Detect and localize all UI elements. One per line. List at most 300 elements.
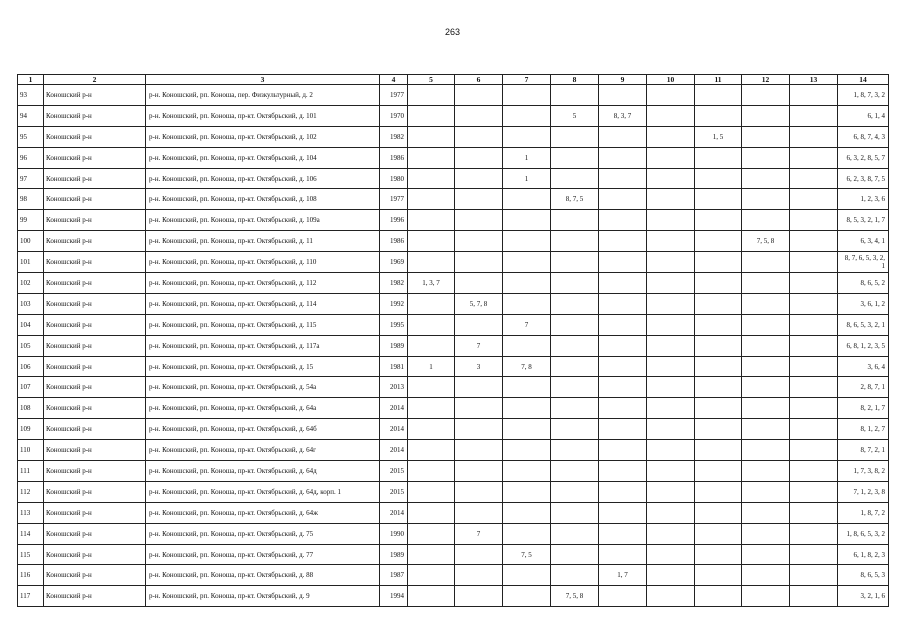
col-12-cell — [742, 356, 790, 377]
table-row — [18, 398, 889, 419]
row-number-cell: 114 — [18, 523, 44, 544]
col-14-cell: 8, 6, 5, 2 — [838, 273, 889, 294]
col-12-cell — [742, 189, 790, 210]
col-7-cell: 7, 5 — [503, 544, 551, 565]
col-13-cell — [790, 586, 838, 607]
district-cell: Коношский р-н — [44, 461, 146, 482]
year-cell: 1980 — [380, 168, 408, 189]
row-number-cell: 109 — [18, 419, 44, 440]
col-12-cell — [742, 126, 790, 147]
col-8-cell — [551, 210, 599, 231]
year-cell: 1970 — [380, 105, 408, 126]
col-13-cell — [790, 356, 838, 377]
col-8-cell — [551, 273, 599, 294]
col-9-cell: 1, 7 — [599, 565, 647, 586]
col-7-cell — [503, 126, 551, 147]
col-13-cell — [790, 105, 838, 126]
col-9-cell — [599, 273, 647, 294]
col-9-cell — [599, 210, 647, 231]
col-6-cell — [455, 314, 503, 335]
col-7-cell — [503, 85, 551, 106]
column-header-4: 4 — [380, 75, 408, 85]
col-5-cell — [408, 231, 455, 252]
col-7-cell — [503, 335, 551, 356]
col-10-cell — [647, 544, 695, 565]
col-11-cell — [695, 523, 742, 544]
column-header-1: 1 — [18, 75, 44, 85]
address-cell: р-н. Коношский, рп. Коноша, пр-кт. Октябрьский, д. 64д, корп. 1 — [146, 481, 380, 502]
col-6-cell — [455, 481, 503, 502]
table-row — [18, 189, 889, 210]
col-13-cell — [790, 273, 838, 294]
col-7-cell — [503, 252, 551, 273]
col-9-cell — [599, 147, 647, 168]
col-14-cell: 6, 3, 4, 1 — [838, 231, 889, 252]
year-cell: 1986 — [380, 231, 408, 252]
col-11-cell — [695, 210, 742, 231]
col-12-cell — [742, 565, 790, 586]
col-9-cell — [599, 544, 647, 565]
col-8-cell — [551, 481, 599, 502]
col-5-cell — [408, 210, 455, 231]
col-14-cell: 1, 7, 3, 8, 2 — [838, 461, 889, 482]
row-number-cell: 100 — [18, 231, 44, 252]
col-14-cell: 6, 8, 1, 2, 3, 5 — [838, 335, 889, 356]
address-cell: р-н. Коношский, рп. Коноша, пр-кт. Октябрьский, д. 75 — [146, 523, 380, 544]
col-11-cell — [695, 565, 742, 586]
district-cell: Коношский р-н — [44, 210, 146, 231]
col-10-cell — [647, 168, 695, 189]
col-6-cell — [455, 105, 503, 126]
district-cell: Коношский р-н — [44, 189, 146, 210]
table-row — [18, 335, 889, 356]
col-14-cell: 6, 1, 4 — [838, 105, 889, 126]
col-12-cell — [742, 85, 790, 106]
district-cell: Коношский р-н — [44, 565, 146, 586]
district-cell: Коношский р-н — [44, 335, 146, 356]
address-cell: р-н. Коношский, рп. Коноша, пр-кт. Октябрьский, д. 64ж — [146, 502, 380, 523]
year-cell: 1992 — [380, 293, 408, 314]
column-header-13: 13 — [790, 75, 838, 85]
col-14-cell: 6, 1, 8, 2, 3 — [838, 544, 889, 565]
table-row — [18, 273, 889, 294]
col-5-cell — [408, 189, 455, 210]
col-8-cell — [551, 419, 599, 440]
district-cell: Коношский р-н — [44, 481, 146, 502]
col-10-cell — [647, 210, 695, 231]
col-6-cell — [455, 85, 503, 106]
col-7-cell — [503, 502, 551, 523]
col-14-cell: 8, 7, 6, 5, 3, 2, 1 — [838, 252, 889, 273]
year-cell: 2015 — [380, 461, 408, 482]
row-number-cell: 101 — [18, 252, 44, 273]
col-5-cell — [408, 252, 455, 273]
col-5-cell — [408, 419, 455, 440]
table-row — [18, 231, 889, 252]
col-9-cell — [599, 293, 647, 314]
col-5-cell — [408, 126, 455, 147]
col-10-cell — [647, 85, 695, 106]
col-13-cell — [790, 210, 838, 231]
table-row — [18, 210, 889, 231]
row-number-cell: 99 — [18, 210, 44, 231]
col-10-cell — [647, 126, 695, 147]
col-13-cell — [790, 419, 838, 440]
col-14-cell: 8, 5, 3, 2, 1, 7 — [838, 210, 889, 231]
address-cell: р-н. Коношский, рп. Коноша, пр-кт. Октябрьский, д. 54а — [146, 377, 380, 398]
address-cell: р-н. Коношский, рп. Коноша, пр-кт. Октябрьский, д. 101 — [146, 105, 380, 126]
table-row — [18, 85, 889, 106]
row-number-cell: 97 — [18, 168, 44, 189]
col-11-cell — [695, 502, 742, 523]
col-5-cell: 1 — [408, 356, 455, 377]
row-number-cell: 108 — [18, 398, 44, 419]
district-cell: Коношский р-н — [44, 356, 146, 377]
address-cell: р-н. Коношский, рп. Коноша, пр-кт. Октябрьский, д. 109а — [146, 210, 380, 231]
col-11-cell — [695, 85, 742, 106]
year-cell: 1981 — [380, 356, 408, 377]
col-12-cell — [742, 419, 790, 440]
table-row — [18, 565, 889, 586]
col-7-cell — [503, 105, 551, 126]
col-7-cell: 7, 8 — [503, 356, 551, 377]
col-10-cell — [647, 356, 695, 377]
district-cell: Коношский р-н — [44, 544, 146, 565]
row-number-cell: 104 — [18, 314, 44, 335]
district-cell: Коношский р-н — [44, 586, 146, 607]
address-cell: р-н. Коношский, рп. Коноша, пр-кт. Октябрьский, д. 64а — [146, 398, 380, 419]
col-8-cell — [551, 440, 599, 461]
row-number-cell: 93 — [18, 85, 44, 106]
col-11-cell — [695, 544, 742, 565]
col-13-cell — [790, 335, 838, 356]
address-cell: р-н. Коношский, рп. Коноша, пр-кт. Октябрьский, д. 106 — [146, 168, 380, 189]
col-12-cell — [742, 461, 790, 482]
table-row — [18, 377, 889, 398]
col-11-cell — [695, 419, 742, 440]
col-11-cell — [695, 273, 742, 294]
col-8-cell — [551, 231, 599, 252]
column-header-9: 9 — [599, 75, 647, 85]
col-7-cell — [503, 523, 551, 544]
col-6-cell — [455, 419, 503, 440]
col-11-cell — [695, 231, 742, 252]
col-6-cell — [455, 252, 503, 273]
row-number-cell: 113 — [18, 502, 44, 523]
data-table — [17, 74, 889, 607]
year-cell: 1987 — [380, 565, 408, 586]
row-number-cell: 96 — [18, 147, 44, 168]
col-5-cell — [408, 461, 455, 482]
column-header-8: 8 — [551, 75, 599, 85]
table-row — [18, 419, 889, 440]
col-13-cell — [790, 168, 838, 189]
col-6-cell: 7 — [455, 335, 503, 356]
col-8-cell — [551, 398, 599, 419]
address-cell: р-н. Коношский, рп. Коноша, пр-кт. Октябрьский, д. 77 — [146, 544, 380, 565]
col-13-cell — [790, 377, 838, 398]
col-13-cell — [790, 461, 838, 482]
col-9-cell — [599, 461, 647, 482]
col-14-cell: 8, 7, 2, 1 — [838, 440, 889, 461]
col-8-cell — [551, 314, 599, 335]
year-cell: 1996 — [380, 210, 408, 231]
year-cell: 1989 — [380, 544, 408, 565]
col-10-cell — [647, 273, 695, 294]
column-header-5: 5 — [408, 75, 455, 85]
col-8-cell — [551, 544, 599, 565]
col-6-cell — [455, 147, 503, 168]
col-6-cell — [455, 168, 503, 189]
column-header-6: 6 — [455, 75, 503, 85]
col-11-cell — [695, 461, 742, 482]
col-8-cell — [551, 377, 599, 398]
col-12-cell — [742, 335, 790, 356]
col-5-cell — [408, 544, 455, 565]
col-10-cell — [647, 440, 695, 461]
col-10-cell — [647, 481, 695, 502]
address-cell: р-н. Коношский, рп. Коноша, пр-кт. Октябрьский, д. 115 — [146, 314, 380, 335]
column-header-3: 3 — [146, 75, 380, 85]
col-10-cell — [647, 461, 695, 482]
col-9-cell — [599, 502, 647, 523]
col-9-cell — [599, 481, 647, 502]
col-9-cell — [599, 356, 647, 377]
col-13-cell — [790, 126, 838, 147]
col-7-cell — [503, 189, 551, 210]
col-12-cell — [742, 544, 790, 565]
col-13-cell — [790, 189, 838, 210]
col-6-cell: 5, 7, 8 — [455, 293, 503, 314]
col-7-cell — [503, 293, 551, 314]
col-13-cell — [790, 481, 838, 502]
col-12-cell — [742, 502, 790, 523]
table-row — [18, 126, 889, 147]
col-8-cell — [551, 126, 599, 147]
table-row — [18, 544, 889, 565]
col-7-cell — [503, 273, 551, 294]
col-9-cell — [599, 126, 647, 147]
col-8-cell — [551, 461, 599, 482]
col-13-cell — [790, 85, 838, 106]
address-cell: р-н. Коношский, рп. Коноша, пр-кт. Октябрьский, д. 15 — [146, 356, 380, 377]
col-5-cell — [408, 377, 455, 398]
col-5-cell — [408, 398, 455, 419]
address-cell: р-н. Коношский, рп. Коноша, пр-кт. Октябрьский, д. 104 — [146, 147, 380, 168]
address-cell: р-н. Коношский, рп. Коноша, пер. Физкультурный, д. 2 — [146, 85, 380, 106]
col-11-cell — [695, 314, 742, 335]
district-cell: Коношский р-н — [44, 273, 146, 294]
district-cell: Коношский р-н — [44, 440, 146, 461]
address-cell: р-н. Коношский, рп. Коноша, пр-кт. Октябрьский, д. 102 — [146, 126, 380, 147]
table-row — [18, 461, 889, 482]
col-5-cell — [408, 481, 455, 502]
col-13-cell — [790, 314, 838, 335]
year-cell: 1977 — [380, 85, 408, 106]
year-cell: 2014 — [380, 440, 408, 461]
col-6-cell — [455, 377, 503, 398]
year-cell: 1990 — [380, 523, 408, 544]
row-number-cell: 116 — [18, 565, 44, 586]
address-cell: р-н. Коношский, рп. Коноша, пр-кт. Октябрьский, д. 108 — [146, 189, 380, 210]
col-7-cell — [503, 461, 551, 482]
col-12-cell — [742, 252, 790, 273]
col-9-cell — [599, 168, 647, 189]
address-cell: р-н. Коношский, рп. Коноша, пр-кт. Октябрьский, д. 64д — [146, 461, 380, 482]
col-13-cell — [790, 147, 838, 168]
table-row — [18, 440, 889, 461]
table-body — [18, 85, 889, 607]
table-row — [18, 314, 889, 335]
col-6-cell — [455, 126, 503, 147]
table-row — [18, 523, 889, 544]
col-11-cell — [695, 252, 742, 273]
col-10-cell — [647, 565, 695, 586]
col-14-cell: 6, 3, 2, 8, 5, 7 — [838, 147, 889, 168]
col-5-cell — [408, 440, 455, 461]
table-row — [18, 293, 889, 314]
col-6-cell — [455, 398, 503, 419]
col-11-cell — [695, 147, 742, 168]
row-number-cell: 94 — [18, 105, 44, 126]
address-cell: р-н. Коношский, рп. Коноша, пр-кт. Октябрьский, д. 11 — [146, 231, 380, 252]
col-5-cell: 1, 3, 7 — [408, 273, 455, 294]
district-cell: Коношский р-н — [44, 314, 146, 335]
col-14-cell: 6, 2, 3, 8, 7, 5 — [838, 168, 889, 189]
col-8-cell — [551, 335, 599, 356]
table-row — [18, 147, 889, 168]
district-cell: Коношский р-н — [44, 523, 146, 544]
col-6-cell — [455, 273, 503, 294]
col-5-cell — [408, 314, 455, 335]
col-10-cell — [647, 398, 695, 419]
col-12-cell — [742, 440, 790, 461]
year-cell: 2014 — [380, 502, 408, 523]
row-number-cell: 98 — [18, 189, 44, 210]
col-7-cell — [503, 419, 551, 440]
col-12-cell: 7, 5, 8 — [742, 231, 790, 252]
col-6-cell — [455, 231, 503, 252]
column-header-14: 14 — [838, 75, 889, 85]
col-7-cell — [503, 565, 551, 586]
col-14-cell: 1, 8, 7, 2 — [838, 502, 889, 523]
col-12-cell — [742, 168, 790, 189]
col-14-cell: 8, 1, 2, 7 — [838, 419, 889, 440]
col-10-cell — [647, 335, 695, 356]
col-10-cell — [647, 586, 695, 607]
year-cell: 1977 — [380, 189, 408, 210]
col-13-cell — [790, 440, 838, 461]
col-6-cell — [455, 189, 503, 210]
col-9-cell — [599, 586, 647, 607]
district-cell: Коношский р-н — [44, 502, 146, 523]
year-cell: 1982 — [380, 273, 408, 294]
address-cell: р-н. Коношский, рп. Коноша, пр-кт. Октябрьский, д. 64б — [146, 419, 380, 440]
col-10-cell — [647, 314, 695, 335]
col-9-cell — [599, 85, 647, 106]
col-12-cell — [742, 105, 790, 126]
col-6-cell — [455, 544, 503, 565]
col-12-cell — [742, 523, 790, 544]
col-8-cell — [551, 565, 599, 586]
col-12-cell — [742, 586, 790, 607]
col-14-cell: 8, 6, 5, 3 — [838, 565, 889, 586]
col-8-cell — [551, 356, 599, 377]
col-12-cell — [742, 377, 790, 398]
col-9-cell — [599, 335, 647, 356]
col-9-cell — [599, 231, 647, 252]
district-cell: Коношский р-н — [44, 419, 146, 440]
address-cell: р-н. Коношский, рп. Коноша, пр-кт. Октябрьский, д. 110 — [146, 252, 380, 273]
col-13-cell — [790, 565, 838, 586]
col-8-cell — [551, 502, 599, 523]
col-12-cell — [742, 273, 790, 294]
year-cell: 2013 — [380, 377, 408, 398]
column-header-2: 2 — [44, 75, 146, 85]
col-10-cell — [647, 105, 695, 126]
address-cell: р-н. Коношский, рп. Коноша, пр-кт. Октябрьский, д. 88 — [146, 565, 380, 586]
col-6-cell — [455, 565, 503, 586]
col-11-cell — [695, 377, 742, 398]
district-cell: Коношский р-н — [44, 126, 146, 147]
column-header-10: 10 — [647, 75, 695, 85]
col-8-cell: 5 — [551, 105, 599, 126]
col-11-cell — [695, 335, 742, 356]
col-13-cell — [790, 502, 838, 523]
col-13-cell — [790, 252, 838, 273]
column-header-11: 11 — [695, 75, 742, 85]
table-row — [18, 105, 889, 126]
col-14-cell: 1, 2, 3, 6 — [838, 189, 889, 210]
col-7-cell — [503, 231, 551, 252]
col-11-cell — [695, 481, 742, 502]
page-number: 263 — [444, 27, 461, 37]
col-10-cell — [647, 189, 695, 210]
col-7-cell — [503, 377, 551, 398]
col-14-cell: 1, 8, 7, 3, 2 — [838, 85, 889, 106]
table-row — [18, 252, 889, 273]
col-12-cell — [742, 481, 790, 502]
district-cell: Коношский р-н — [44, 105, 146, 126]
col-5-cell — [408, 565, 455, 586]
col-9-cell — [599, 252, 647, 273]
col-14-cell: 8, 6, 5, 3, 2, 1 — [838, 314, 889, 335]
col-11-cell: 1, 5 — [695, 126, 742, 147]
col-7-cell — [503, 481, 551, 502]
col-6-cell — [455, 586, 503, 607]
year-cell: 2014 — [380, 398, 408, 419]
col-10-cell — [647, 377, 695, 398]
col-6-cell — [455, 210, 503, 231]
address-cell: р-н. Коношский, рп. Коноша, пр-кт. Октябрьский, д. 64г — [146, 440, 380, 461]
address-cell: р-н. Коношский, рп. Коноша, пр-кт. Октябрьский, д. 9 — [146, 586, 380, 607]
table-row — [18, 168, 889, 189]
row-number-cell: 115 — [18, 544, 44, 565]
col-8-cell — [551, 168, 599, 189]
col-11-cell — [695, 293, 742, 314]
col-10-cell — [647, 523, 695, 544]
col-9-cell — [599, 377, 647, 398]
table-row — [18, 502, 889, 523]
row-number-cell: 105 — [18, 335, 44, 356]
year-cell: 1969 — [380, 252, 408, 273]
col-5-cell — [408, 85, 455, 106]
col-11-cell — [695, 105, 742, 126]
col-5-cell — [408, 105, 455, 126]
col-9-cell — [599, 189, 647, 210]
col-5-cell — [408, 293, 455, 314]
col-10-cell — [647, 419, 695, 440]
